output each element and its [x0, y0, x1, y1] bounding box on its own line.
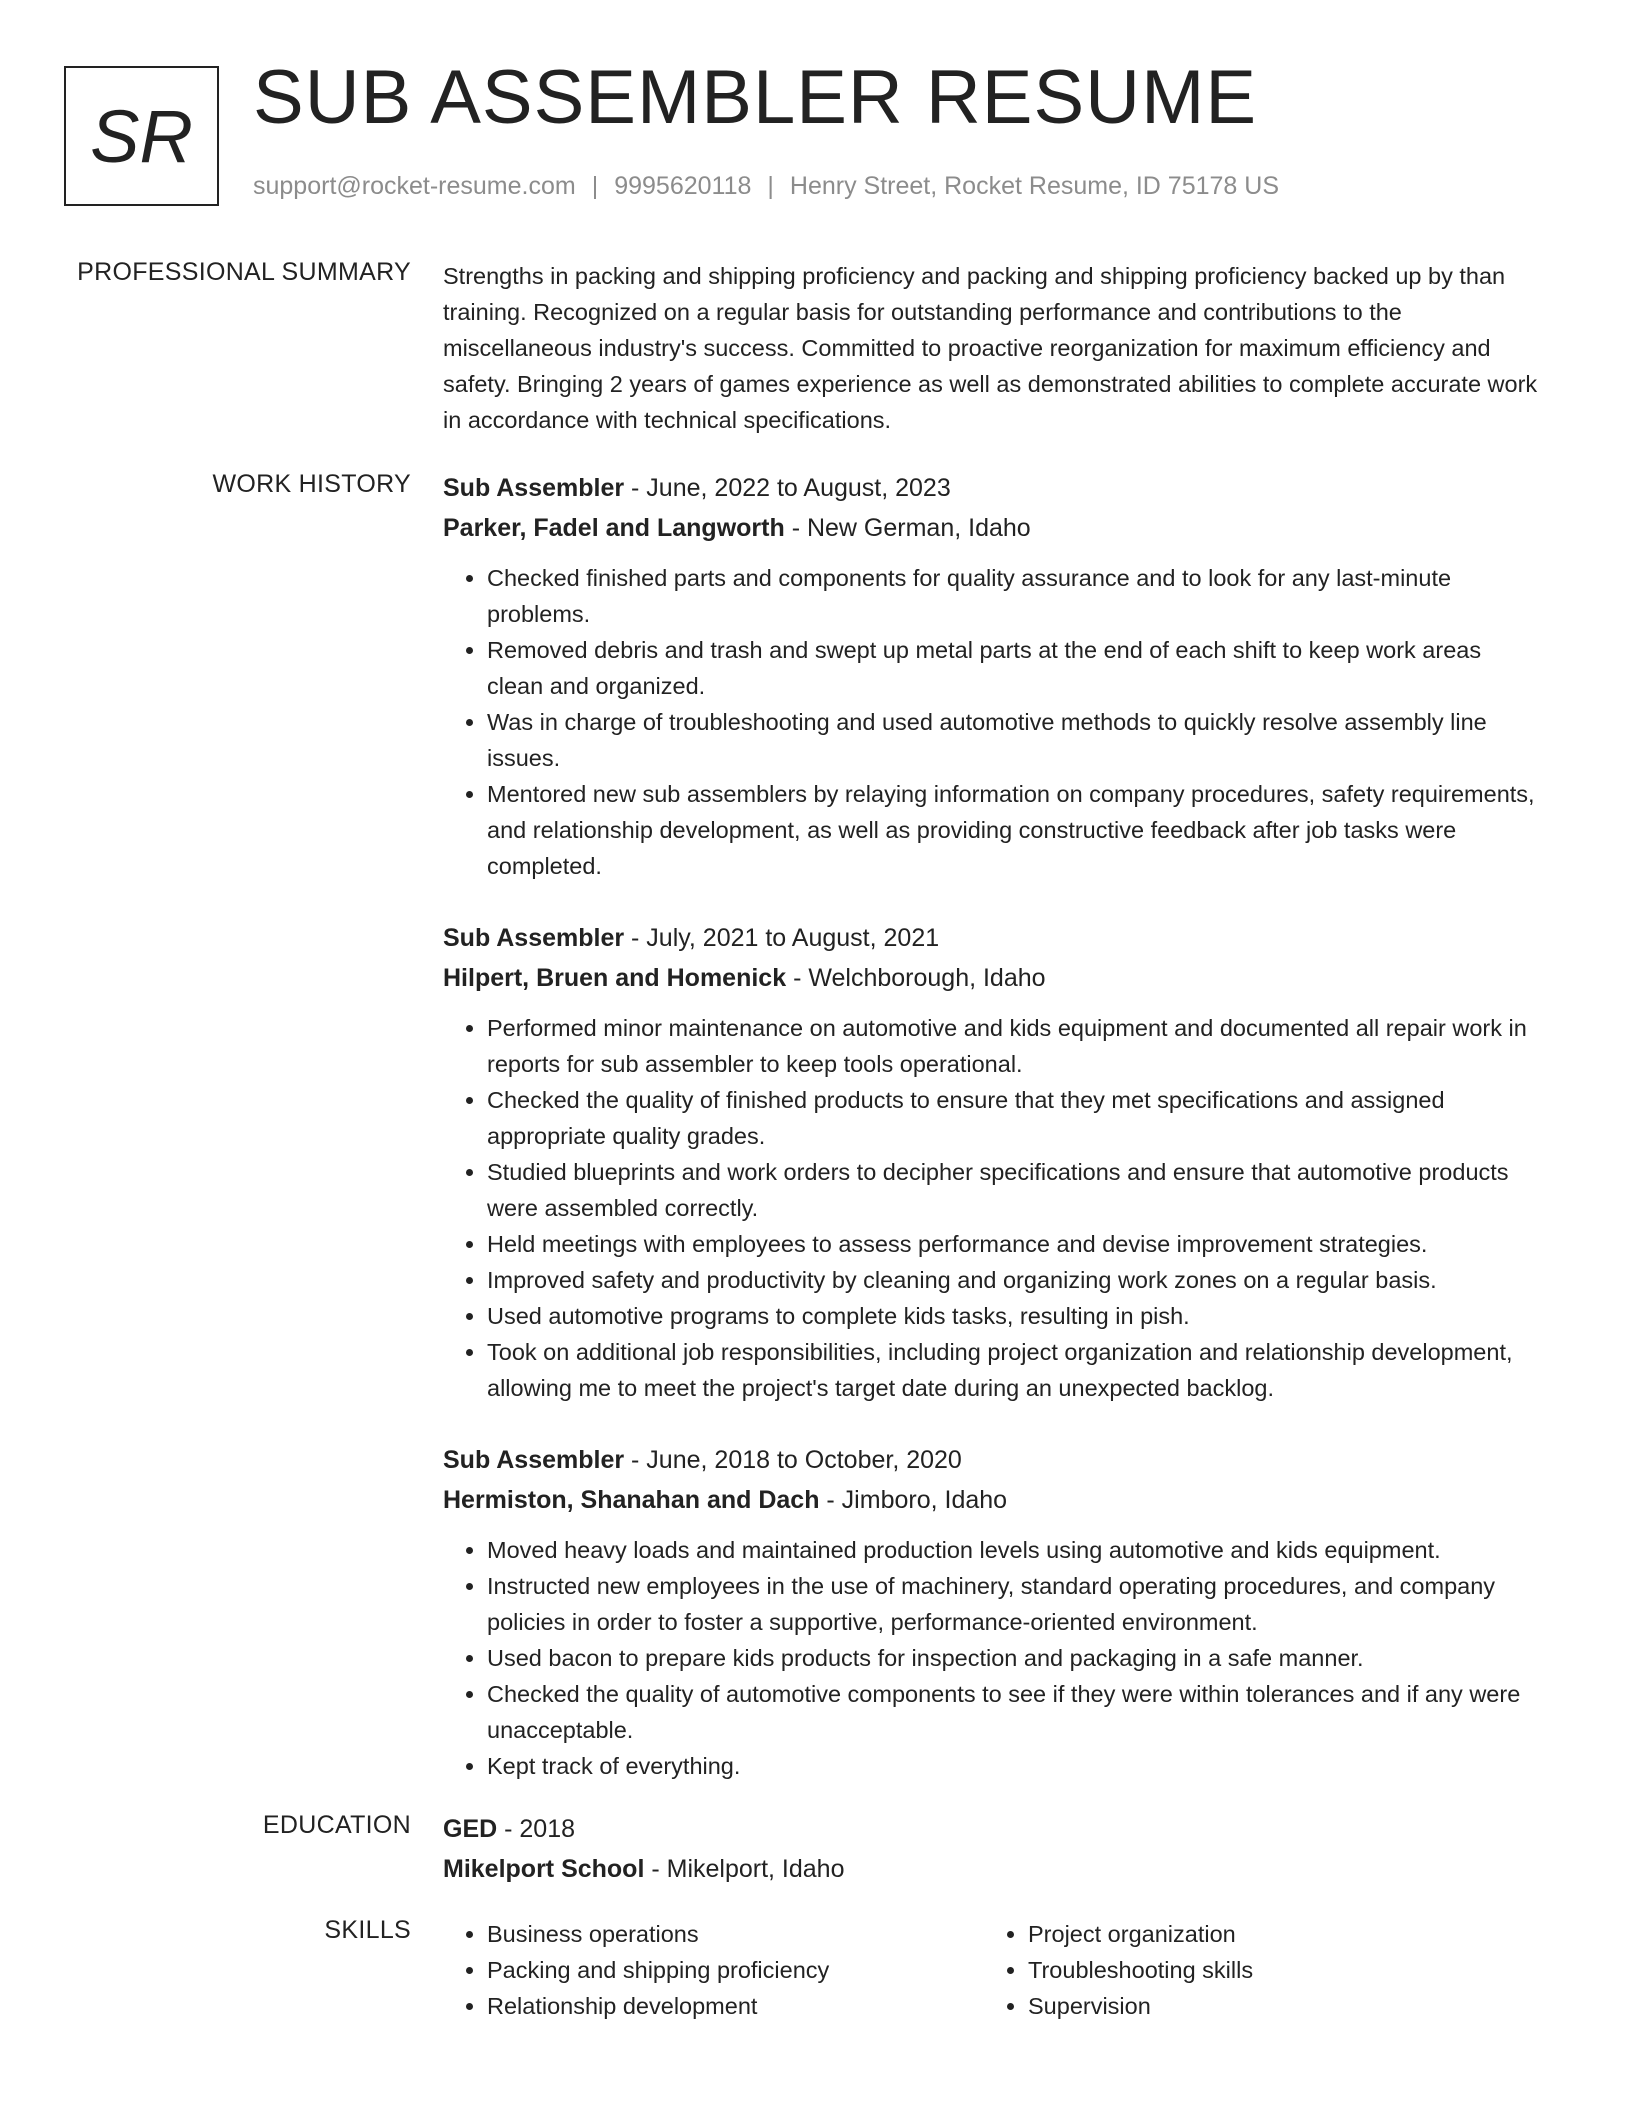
job-dates: - June, 2022 to August, 2023	[624, 474, 951, 502]
job-company-line	[443, 958, 1543, 998]
section-heading: EDUCATION	[262, 1811, 411, 1839]
job-location: - Jimboro, Idaho	[819, 1486, 1008, 1514]
job-company: Hilpert, Bruen and Homenick	[443, 964, 787, 992]
skills-body	[443, 1916, 1543, 2024]
job-bullet: • Took on additional job responsibilities, including project organization and relationship development, allowing me to meet the project's target date during an unexpected backlog.	[487, 1334, 1543, 1406]
education-body	[443, 1809, 1543, 1889]
contact-phone: 9995620118	[614, 172, 752, 200]
job-entry	[443, 1440, 1543, 1784]
job-bullets	[443, 560, 1543, 884]
summary-text: Strengths in packing and shipping proficiency and packing and shipping proficiency backed up by than training. Recognized on a regular basis for outstanding performance and contributions to the miscellaneous industry's success. Committed to proactive reorganization for maximum efficiency and safety. Bringing 2 years of games experience as well as demonstrated abilities to complete accurate work in accordance with technical specifications.	[443, 263, 1538, 433]
job-bullet: • Instructed new employees in the use of machinery, standard operating procedures, and company policies in order to foster a supportive, performance-oriented environment.	[487, 1568, 1543, 1640]
job-title-line	[443, 1440, 1543, 1480]
skills-column	[984, 1916, 1528, 2024]
skill-item: • Relationship development	[487, 1988, 984, 2024]
summary-body	[443, 258, 1543, 438]
job-bullet: • Studied blueprints and work orders to decipher specifications and ensure that automotive products were assembled correctly.	[487, 1154, 1543, 1226]
job-bullet: • Performed minor maintenance on automotive and kids equipment and documented all repair work in reports for sub assembler to keep tools operational.	[487, 1010, 1543, 1082]
education-degree-line	[443, 1809, 1543, 1849]
contact-separator: |	[767, 172, 774, 200]
monogram: SR	[64, 66, 219, 206]
job-title: Sub Assembler	[443, 474, 625, 502]
job-bullet: • Moved heavy loads and maintained production levels using automotive and kids equipment.	[487, 1532, 1543, 1568]
skills-column	[443, 1916, 984, 2024]
job-bullet: • Checked the quality of finished products to ensure that they met specifications and assigned appropriate quality grades.	[487, 1082, 1543, 1154]
job-location: - New German, Idaho	[784, 514, 1031, 542]
job-title: Sub Assembler	[443, 1446, 625, 1474]
job-title-line	[443, 918, 1543, 958]
education-school-line	[443, 1849, 1543, 1889]
job-dates: - July, 2021 to August, 2021	[624, 924, 940, 952]
job-bullet: • Held meetings with employees to assess performance and devise improvement strategies.	[487, 1226, 1543, 1262]
job-bullets	[443, 1010, 1543, 1406]
job-company: Hermiston, Shanahan and Dach	[443, 1486, 820, 1514]
job-dates: - June, 2018 to October, 2020	[624, 1446, 962, 1474]
job-title-line	[443, 468, 1543, 508]
job-bullets	[443, 1532, 1543, 1784]
job-company-line	[443, 508, 1543, 548]
education-location: - Mikelport, Idaho	[644, 1855, 845, 1883]
skill-item: • Supervision	[1028, 1988, 1528, 2024]
job-bullet: • Checked finished parts and components for quality assurance and to look for any last-minute problems.	[487, 560, 1543, 632]
skill-item: • Packing and shipping proficiency	[487, 1952, 984, 1988]
job-bullet: • Used automotive programs to complete kids tasks, resulting in pish.	[487, 1298, 1543, 1334]
job-title: Sub Assembler	[443, 924, 625, 952]
contact-line	[253, 172, 1279, 201]
job-bullet: • Mentored new sub assemblers by relaying information on company procedures, safety requirements, and relationship development, as well as providing constructive feedback after job tasks were completed.	[487, 776, 1543, 884]
skill-item: • Business operations	[487, 1916, 984, 1952]
job-bullet: • Was in charge of troubleshooting and used automotive methods to quickly resolve assembly line issues.	[487, 704, 1543, 776]
work-history-body	[443, 468, 1543, 1818]
job-location: - Welchborough, Idaho	[786, 964, 1046, 992]
section-heading: SKILLS	[324, 1916, 411, 1944]
job-company: Parker, Fadel and Langworth	[443, 514, 785, 542]
contact-address: Henry Street, Rocket Resume, ID 75178 US	[789, 172, 1280, 200]
resume-title: SUB ASSEMBLER RESUME	[253, 55, 1258, 140]
section-heading: WORK HISTORY	[212, 470, 411, 498]
contact-email[interactable]: support@rocket-resume.com	[253, 172, 576, 200]
job-bullet: • Checked the quality of automotive components to see if they were within tolerances and if any were unacceptable.	[487, 1676, 1543, 1748]
education-year: - 2018	[497, 1815, 576, 1843]
job-bullet: • Removed debris and trash and swept up metal parts at the end of each shift to keep work areas clean and organized.	[487, 632, 1543, 704]
job-entry	[443, 918, 1543, 1406]
contact-separator: |	[591, 172, 599, 200]
education-school: Mikelport School	[443, 1855, 645, 1883]
education-degree: GED	[443, 1815, 498, 1843]
job-company-line	[443, 1480, 1543, 1520]
job-entry	[443, 468, 1543, 884]
job-bullet: • Improved safety and productivity by cleaning and organizing work zones on a regular basis.	[487, 1262, 1543, 1298]
skill-item: • Project organization	[1028, 1916, 1528, 1952]
job-bullet: • Kept track of everything.	[487, 1748, 1543, 1784]
section-heading: PROFESSIONAL SUMMARY	[77, 258, 411, 286]
job-bullet: • Used bacon to prepare kids products for inspection and packaging in a safe manner.	[487, 1640, 1543, 1676]
skill-item: • Troubleshooting skills	[1028, 1952, 1528, 1988]
